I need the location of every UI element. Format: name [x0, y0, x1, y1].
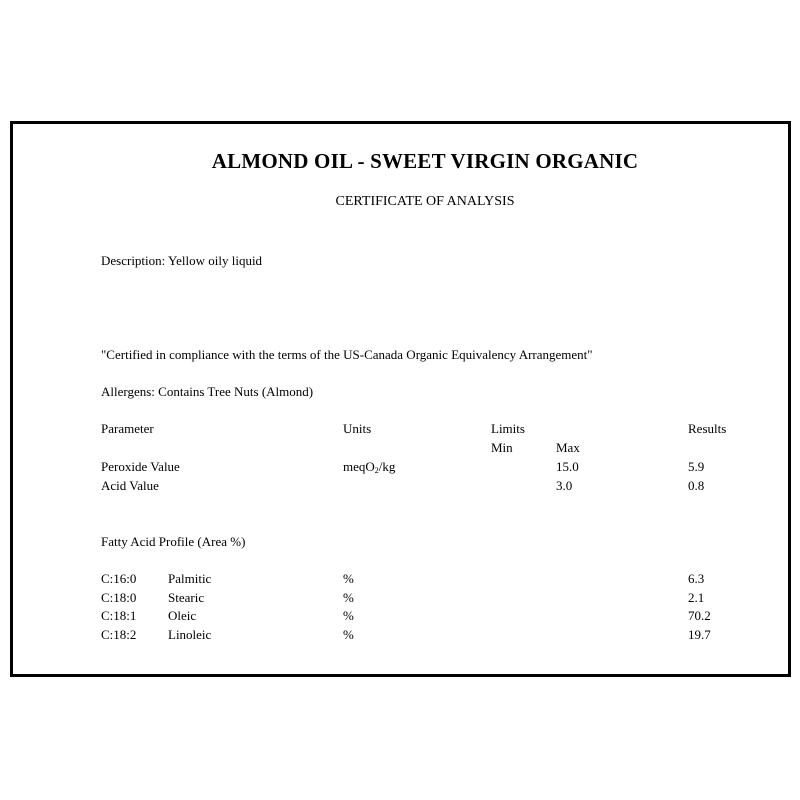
description-text: Description: Yellow oily liquid: [101, 253, 263, 268]
fatty-acid-name: Palmitic: [168, 571, 212, 586]
header-limits: Limits: [491, 421, 525, 436]
fatty-acid-code: C:16:0: [101, 571, 137, 586]
fatty-acid-heading: Fatty Acid Profile (Area %): [101, 534, 246, 549]
document-subtitle: CERTIFICATE OF ANALYSIS: [335, 194, 515, 209]
row-result: 5.9: [688, 459, 705, 474]
fatty-acid-code: C:18:0: [101, 590, 137, 605]
fatty-acid-code: C:18:1: [101, 608, 137, 623]
fatty-acid-value: 19.7: [688, 627, 711, 642]
header-units: Units: [343, 421, 372, 436]
row-result: 0.8: [688, 478, 705, 493]
fatty-acid-name: Linoleic: [168, 627, 212, 642]
document-title: ALMOND OIL - SWEET VIRGIN ORGANIC: [211, 149, 639, 173]
row-max: 15.0: [556, 459, 579, 474]
fatty-acid-name: Oleic: [168, 608, 197, 623]
fatty-acid-value: 2.1: [688, 590, 705, 605]
header-min: Min: [491, 440, 513, 455]
fatty-acid-unit: %: [343, 571, 354, 586]
header-parameter: Parameter: [101, 421, 154, 436]
fatty-acid-unit: %: [343, 608, 354, 623]
row-units: meqO$_2$/kg: [343, 459, 396, 475]
allergens-text: Allergens: Contains Tree Nuts (Almond): [101, 384, 314, 399]
fatty-acid-name: Stearic: [168, 590, 205, 605]
certification-statement: "Certified in compliance with the terms of the US-Canada Organic Equivalency Arrangement": [101, 347, 593, 362]
fatty-acid-value: 70.2: [688, 608, 711, 623]
fatty-acid-unit: %: [343, 590, 354, 605]
fatty-acid-code: C:18:2: [101, 627, 137, 642]
fatty-acid-unit: %: [343, 627, 354, 642]
fatty-acid-value: 6.3: [688, 571, 705, 586]
header-results: Results: [688, 421, 727, 436]
row-max: 3.0: [556, 478, 573, 493]
header-max: Max: [556, 440, 580, 455]
row-parameter: Acid Value: [101, 478, 159, 493]
row-parameter: Peroxide Value: [101, 459, 180, 474]
